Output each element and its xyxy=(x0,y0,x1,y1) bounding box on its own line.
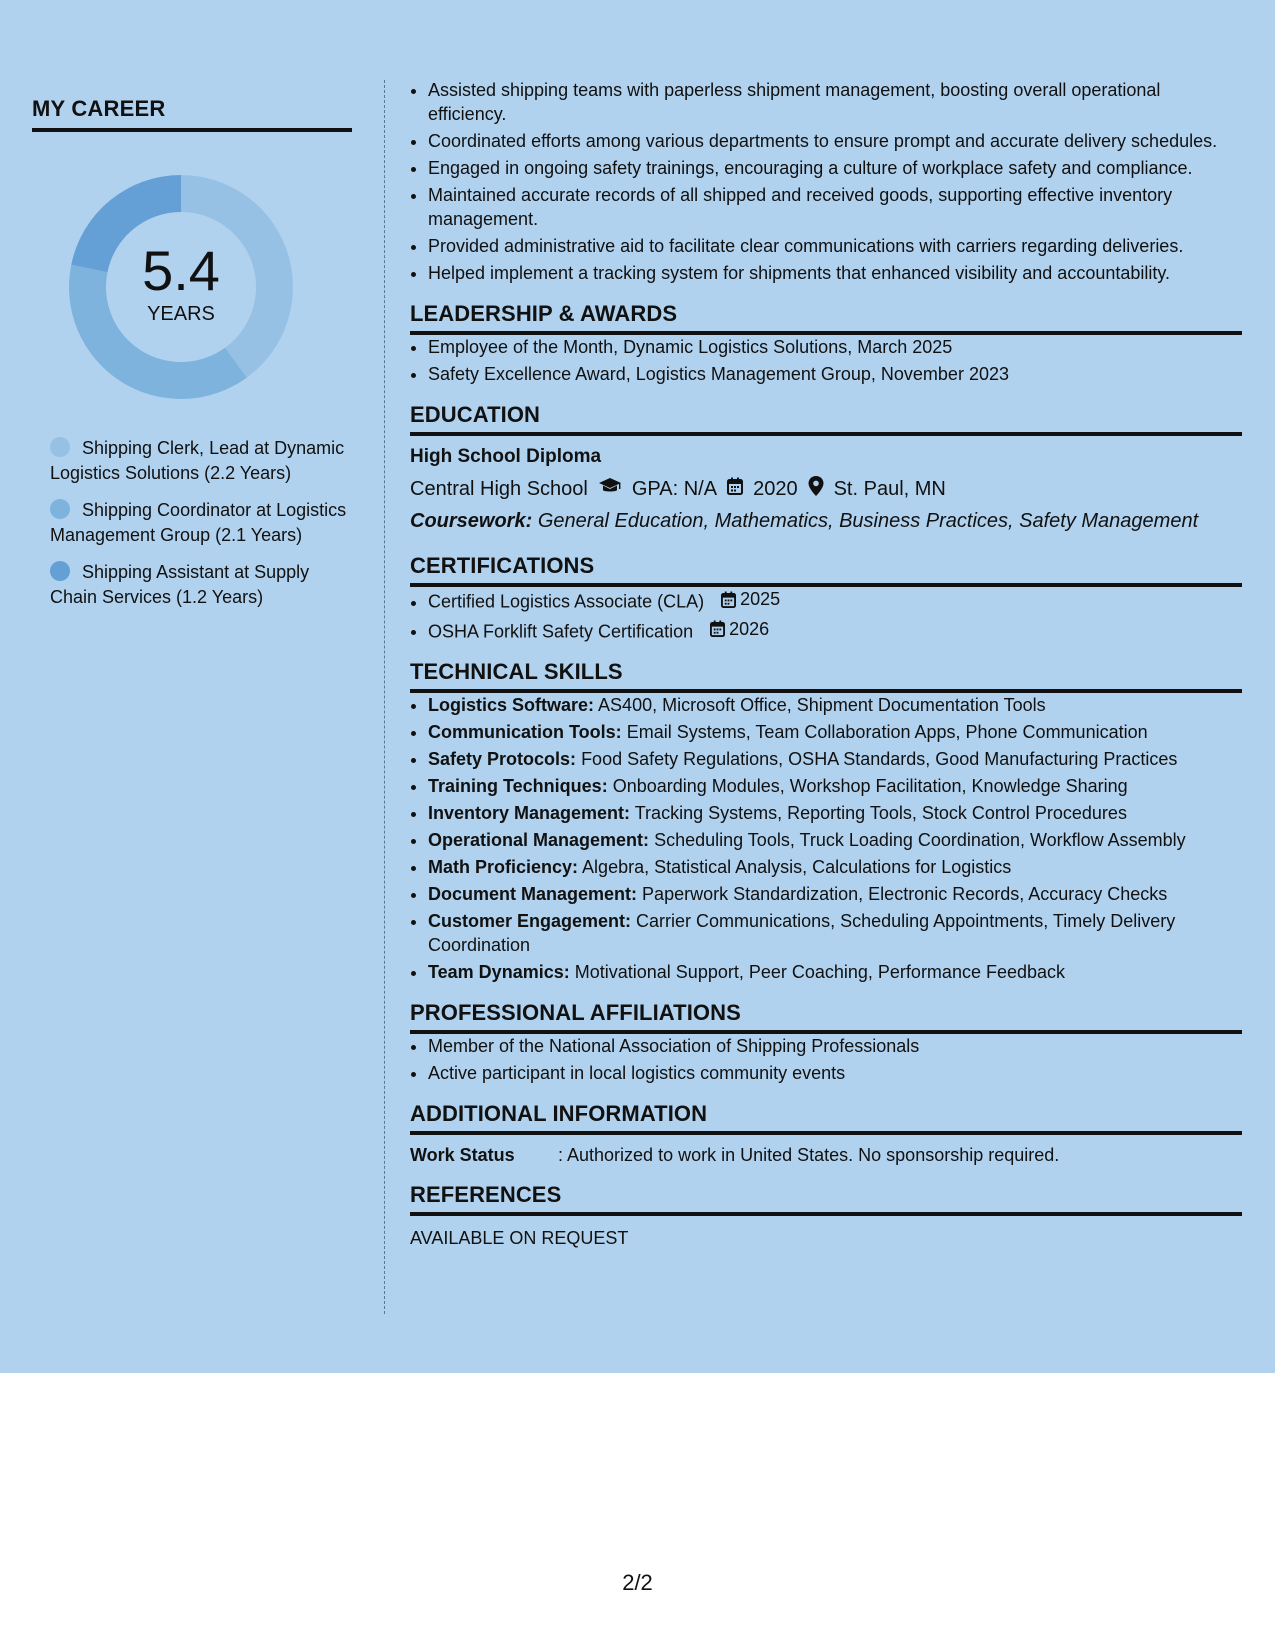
career-legend xyxy=(32,436,352,610)
map-pin-icon xyxy=(808,476,824,502)
skill-item xyxy=(428,693,1242,717)
skill-label: Document Management: xyxy=(428,884,638,904)
skill-label: Inventory Management: xyxy=(428,803,631,823)
skills-title: TECHNICAL SKILLS xyxy=(410,659,1242,693)
main-column xyxy=(410,78,1242,1249)
additional-info-title: ADDITIONAL INFORMATION xyxy=(410,1101,1242,1135)
experience-bullet: • Engaged in ongoing safety trainings, encouraging a culture of workplace safety and compliance. xyxy=(428,156,1242,180)
skill-label: Communication Tools: xyxy=(428,722,622,742)
work-status-value: : Authorized to work in United States. No sponsorship required. xyxy=(558,1145,1060,1165)
skill-value: Algebra, Statistical Analysis, Calculations for Logistics xyxy=(582,857,1012,877)
certification-name: OSHA Forklift Safety Certification xyxy=(428,621,694,641)
skill-value: Tracking Systems, Reporting Tools, Stock Control Procedures xyxy=(634,803,1127,823)
skill-value: AS400, Microsoft Office, Shipment Documentation Tools xyxy=(598,695,1046,715)
certifications-title: CERTIFICATIONS xyxy=(410,553,1242,587)
experience-bullet: • Helped implement a tracking system for shipments that enhanced visibility and accountability. xyxy=(428,261,1242,285)
skill-value: Paperwork Standardization, Electronic Records, Accuracy Checks xyxy=(642,884,1168,904)
skill-value: Onboarding Modules, Workshop Facilitation, Knowledge Sharing xyxy=(612,776,1128,796)
career-legend-item xyxy=(50,436,352,486)
experience-bullet: • Assisted shipping teams with paperless shipment management, boosting overall operational efficiency. xyxy=(428,78,1242,126)
certification-item xyxy=(428,617,1242,644)
leadership-list xyxy=(410,335,1242,386)
skill-label: Math Proficiency: xyxy=(428,857,579,877)
skill-value: Motivational Support, Peer Coaching, Performance Feedback xyxy=(574,962,1066,982)
skill-item xyxy=(428,774,1242,798)
skill-value: Carrier Communications, Scheduling Appointments, Timely Delivery Coordination xyxy=(428,911,1176,955)
graduation-cap-icon xyxy=(598,477,622,501)
certification-year: 2026 xyxy=(729,618,770,639)
affiliation-item: • Member of the National Association of Shipping Professionals xyxy=(428,1034,1242,1058)
certification-date xyxy=(710,617,769,641)
skill-item xyxy=(428,909,1242,957)
affiliations-list xyxy=(410,1034,1242,1085)
donut-center xyxy=(66,172,296,402)
total-years-value: 5.4 xyxy=(142,238,220,302)
affiliations-title: PROFESSIONAL AFFILIATIONS xyxy=(410,1000,1242,1034)
skill-label: Customer Engagement: xyxy=(428,911,632,931)
skill-label: Team Dynamics: xyxy=(428,962,570,982)
career-sidebar xyxy=(32,96,352,622)
skill-item xyxy=(428,747,1242,771)
career-role-label: Shipping Assistant at Supply Chain Services (1.2 Years) xyxy=(50,562,310,607)
education-degree: High School Diploma xyxy=(410,446,602,467)
career-donut-chart xyxy=(66,172,296,402)
education-title: EDUCATION xyxy=(410,402,1242,436)
skill-label: Training Techniques: xyxy=(428,776,608,796)
work-status-label: Work Status xyxy=(410,1145,515,1165)
certification-year: 2025 xyxy=(740,589,781,609)
coursework-label: Coursework: xyxy=(410,510,533,532)
education-year: 2020 xyxy=(753,477,798,500)
skill-label: Operational Management: xyxy=(428,830,650,850)
legend-dot-icon xyxy=(50,437,70,457)
experience-bullets xyxy=(410,78,1242,285)
skill-item xyxy=(428,720,1242,744)
total-years-unit: YEARS xyxy=(147,302,215,325)
education-coursework xyxy=(410,510,1242,533)
skill-item xyxy=(428,855,1242,879)
leadership-title: LEADERSHIP & AWARDS xyxy=(410,301,1242,335)
legend-dot-icon xyxy=(50,499,70,519)
references-text: AVAILABLE ON REQUEST xyxy=(410,1228,629,1248)
certifications-list xyxy=(410,587,1242,643)
career-legend-item xyxy=(50,560,352,610)
page-number: 2/2 xyxy=(622,1570,653,1595)
skill-item xyxy=(428,828,1242,852)
education-location: St. Paul, MN xyxy=(833,477,946,500)
skill-value: Email Systems, Team Collaboration Apps, Phone Communication xyxy=(626,722,1148,742)
certification-name: Certified Logistics Associate (CLA) xyxy=(428,591,705,612)
award-item: • Employee of the Month, Dynamic Logistics Solutions, March 2025 xyxy=(428,335,1242,359)
skill-value: Food Safety Regulations, OSHA Standards, Good Manufacturing Practices xyxy=(581,749,1178,769)
references-title: REFERENCES xyxy=(410,1182,1242,1216)
award-item: • Safety Excellence Award, Logistics Management Group, November 2023 xyxy=(428,362,1242,386)
skill-item xyxy=(428,801,1242,825)
experience-bullet: • Coordinated efforts among various departments to ensure prompt and accurate delivery schedules. xyxy=(428,129,1242,153)
career-legend-item xyxy=(50,498,352,548)
education-school: Central High School xyxy=(410,477,588,500)
skill-item xyxy=(428,960,1242,984)
career-role-label: Shipping Clerk, Lead at Dynamic Logistics Solutions (2.2 Years) xyxy=(50,438,345,483)
certification-date xyxy=(721,587,780,611)
work-status-row xyxy=(410,1145,1242,1166)
affiliation-item: • Active participant in local logistics community events xyxy=(428,1061,1242,1085)
education-meta xyxy=(410,476,1242,502)
experience-bullet: • Maintained accurate records of all shipped and received goods, supporting effective inventory management. xyxy=(428,183,1242,231)
education-gpa: GPA: N/A xyxy=(631,477,718,500)
calendar-icon xyxy=(727,477,743,501)
calendar-icon xyxy=(721,591,736,608)
skills-list xyxy=(410,693,1242,984)
certification-item xyxy=(428,587,1242,614)
career-title: MY CAREER xyxy=(32,96,352,132)
column-divider xyxy=(384,80,385,1314)
legend-dot-icon xyxy=(50,561,70,581)
skill-value: Scheduling Tools, Truck Loading Coordination, Workflow Assembly xyxy=(654,830,1186,850)
experience-bullet: • Provided administrative aid to facilitate clear communications with carriers regarding deliveries. xyxy=(428,234,1242,258)
career-role-label: Shipping Coordinator at Logistics Management Group (2.1 Years) xyxy=(50,500,347,545)
calendar-icon xyxy=(710,620,725,637)
skill-label: Safety Protocols: xyxy=(428,749,577,769)
coursework-value: General Education, Mathematics, Business Practices, Safety Management xyxy=(537,510,1199,532)
skill-item xyxy=(428,882,1242,906)
skill-label: Logistics Software: xyxy=(428,695,595,715)
